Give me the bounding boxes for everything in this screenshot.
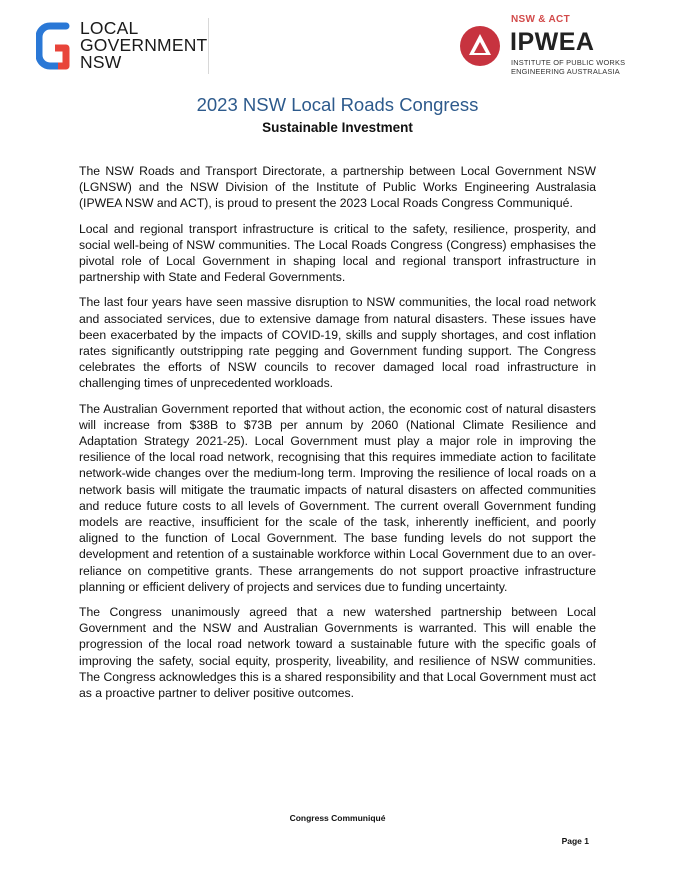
lgnsw-line-2: GOVERNMENT [80, 35, 208, 55]
paragraph-5: The Congress unanimously agreed that a new watershed partnership between Local Government and the NSW and Australian Governments is warranted. This will enable the progression of the local road network toward a sustainable future with the specific goals of improving the safety, social equity, prosperity, liveability, and resilience of NSW communities. The Congress acknowledges this is a shared responsibility and that Local Government must act as a proactive partner to deliver positive outcomes. [79, 605, 596, 701]
lgnsw-line-1: LOCAL [80, 18, 139, 38]
lgnsw-g-mark-icon [36, 20, 72, 72]
ipwea-logo [458, 14, 648, 80]
paragraph-3: The last four years have seen massive disruption to NSW communities, the local road network and associated services, due to extensive damage from natural disasters. These issues have been exacerbated by the impacts of COVID-19, skills and supply shortages, and cost inflation rates significantly outstripping rate pegging and Government funding support. The Congress celebrates the efforts of NSW councils to recover damaged local road infrastructure in challenging times of unprecedented workloads. [79, 295, 596, 391]
ipwea-subtitle-line-2: ENGINEERING AUSTRALASIA [511, 67, 620, 76]
lgnsw-logo [36, 18, 209, 74]
footer-page-number: Page 1 [561, 836, 589, 846]
lgnsw-line-3: NSW [80, 52, 122, 72]
document-subtitle: Sustainable Investment [262, 120, 413, 135]
ipwea-subtitle-line-1: INSTITUTE OF PUBLIC WORKS [511, 58, 626, 67]
ipwea-region-tag: NSW & ACT [511, 14, 570, 25]
ipwea-wordmark: IPWEA [510, 28, 595, 56]
ipwea-triangle-mark-icon [458, 24, 502, 68]
paragraph-4: The Australian Government reported that without action, the economic cost of natural disasters will increase from $38B to $73B per annum by 2060 (National Climate Resilience and Adaptation Strategy 2021-25). Local Government must play a major role in improving the resilience of the local road network, recognising that this requires immediate action to facilitate network-wide changes over the medium-long term. Improving the resilience of local roads on a network basis will mitigate the traumatic impacts of natural disasters on affected communities and reduce future costs to all levels of Government. The current overall Government funding models are reactive, insufficient for the scale of the task, inherently inefficient, and poorly aligned to the function of Local Government. The base funding levels do not support the development and retention of a sustainable workforce within Local Government due to an over-reliance on competitive grants. These arrangements do not support proactive infrastructure planning or efficient delivery of projects and services due to funding uncertainty. [79, 401, 596, 594]
lgnsw-wordmark [80, 20, 207, 71]
document-body [79, 163, 596, 710]
document-title: 2023 NSW Local Roads Congress [196, 94, 479, 115]
paragraph-1: The NSW Roads and Transport Directorate, a partnership between Local Government NSW (LGNSW) and the NSW Division of the Institute of Public Works Engineering Australasia (IPWEA NSW and ACT), is proud to present the 2023 Local Roads Congress Communiqué. [79, 164, 596, 211]
footer-document-name: Congress Communiqué [289, 813, 386, 823]
paragraph-2: Local and regional transport infrastructure is critical to the safety, resilience, prosperity, and social well-being of NSW communities. The Local Roads Congress (Congress) emphasises the pivotal role of Local Government in shaping local and regional transport infrastructure in partnership with State and Federal Governments. [79, 221, 596, 285]
ipwea-subtitle [511, 58, 625, 76]
